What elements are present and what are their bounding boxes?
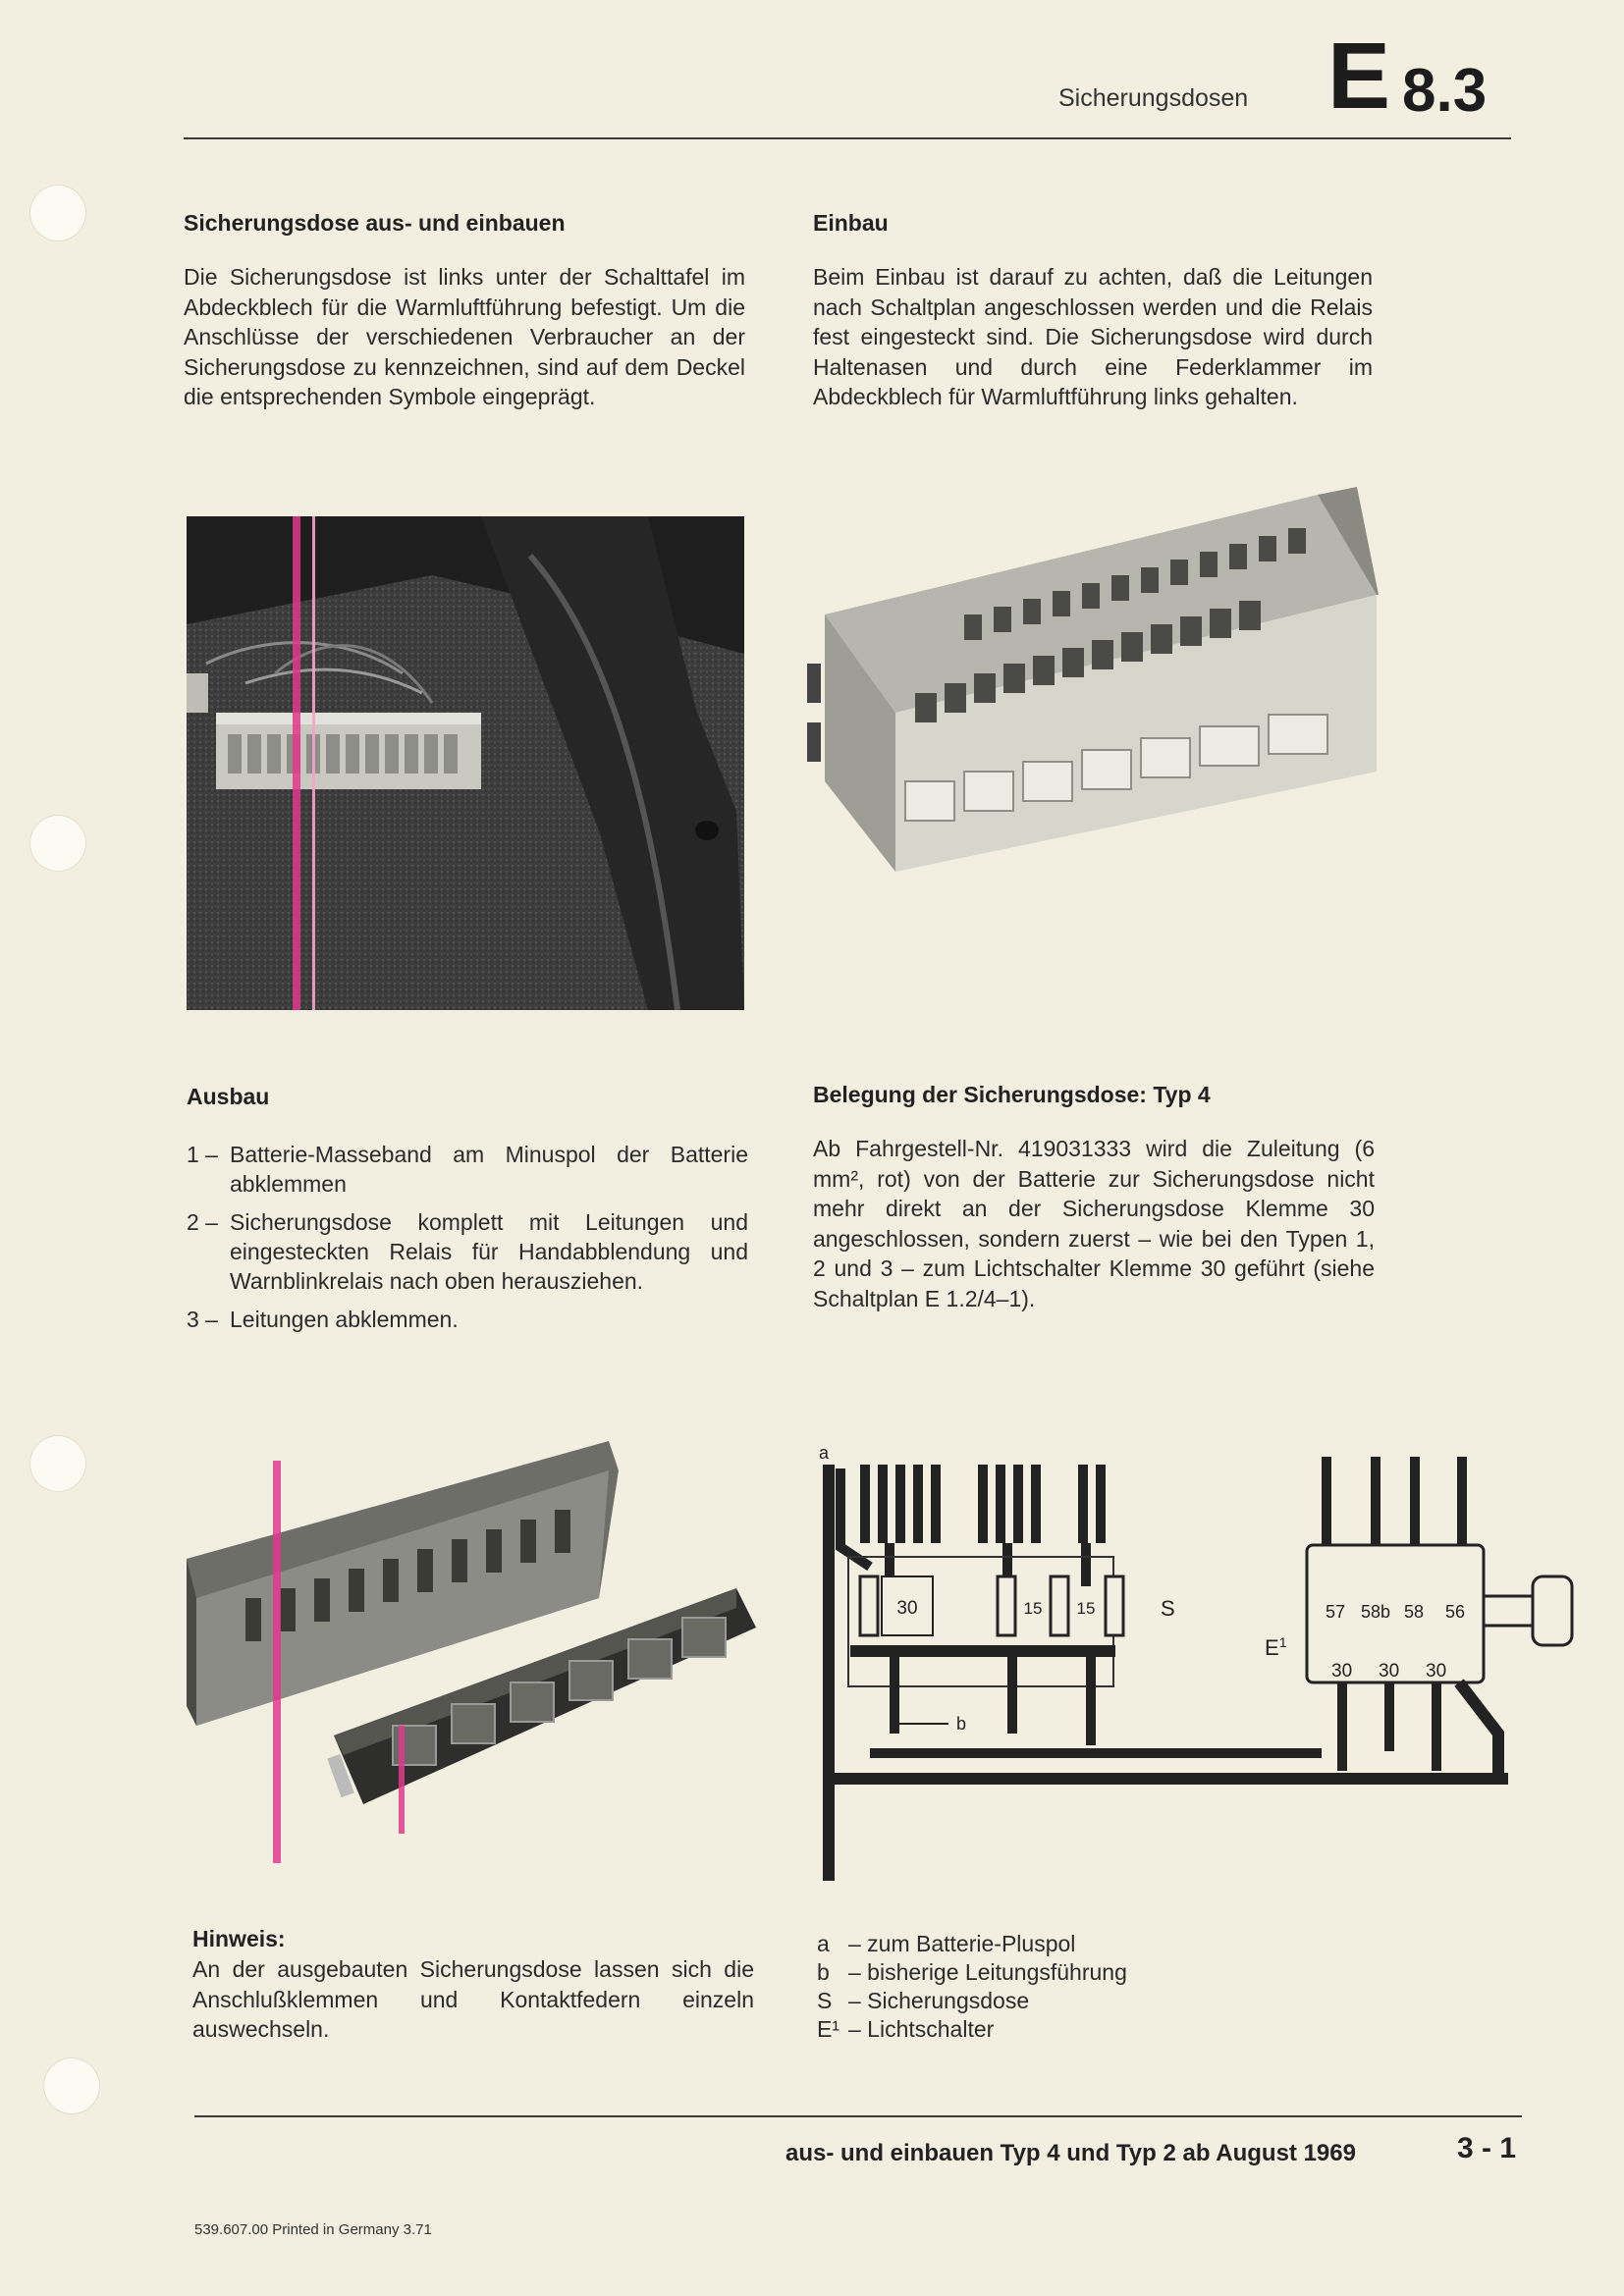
photo-fusebox-3d	[807, 487, 1379, 872]
einbau-section	[813, 210, 1373, 412]
running-header-title: Sicherungsdosen	[1058, 84, 1249, 112]
switch-terminal: 58b	[1361, 1602, 1391, 1622]
legend-item	[817, 2015, 1308, 2044]
ausbau-step	[187, 1140, 748, 1199]
diagram-legend	[817, 1930, 1308, 2044]
ausbau-heading: Ausbau	[187, 1084, 270, 1109]
legend-text: – Sicherungsdose	[848, 1988, 1030, 2013]
switch-terminal: 58	[1404, 1602, 1425, 1622]
wiring-diagram	[811, 1439, 1587, 1881]
hinweis-heading: Hinweis:	[192, 1926, 286, 1951]
step-text: Batterie-Masseband am Minuspol der Batterie abklemmen	[230, 1142, 748, 1197]
binder-hole	[29, 815, 86, 872]
left-intro-heading: Sicherungsdose aus- und einbauen	[184, 210, 566, 236]
step-number: 2 –	[187, 1209, 218, 1235]
e1-sup: 1	[1278, 1634, 1287, 1650]
legend-text: – zum Batterie-Pluspol	[848, 1931, 1076, 1956]
belegung-section	[813, 1082, 1375, 1313]
legend-text: – Lichtschalter	[848, 2016, 995, 2042]
header-rule	[184, 137, 1511, 139]
einbau-body: Beim Einbau ist darauf zu achten, daß die Leitungen nach Schaltplan angeschlossen werden und die Relais fest eingesteckt sind. Die Sicherungsdose wird durch Haltenasen und durch eine Federklammer im Abdeckblech für Warmluftführung links gehalten.	[813, 264, 1373, 409]
photo-fusebox-cover	[187, 1431, 756, 1863]
fuse-label: 15	[1076, 1599, 1096, 1618]
diagram-label-s: S	[1161, 1596, 1175, 1621]
fuse-label: 15	[1023, 1599, 1043, 1618]
step-number: 1 –	[187, 1142, 218, 1167]
legend-text: – bisherige Leitungsführung	[848, 1959, 1127, 1985]
ausbau-steps	[187, 1140, 748, 1334]
print-note: 539.607.00 Printed in Germany 3.71	[194, 2221, 432, 2238]
ausbau-step	[187, 1305, 748, 1334]
diagram-label-a: a	[819, 1443, 830, 1463]
switch-terminal: 57	[1326, 1602, 1346, 1622]
section-letter: E	[1327, 24, 1391, 129]
step-number: 3 –	[187, 1307, 218, 1332]
legend-key: E¹	[817, 2016, 839, 2042]
page-number: 3 - 1	[1457, 2132, 1517, 2164]
ausbau-section	[187, 1084, 748, 1334]
footer-title: aus- und einbauen Typ 4 und Typ 2 ab August 1969	[785, 2140, 1356, 2166]
left-intro-section	[184, 210, 745, 412]
left-intro-body: Die Sicherungsdose ist links unter der Schalttafel im Abdeckblech für die Warmluftführung befestigt. Um die Anschlüsse der verschiedenen Verbraucher an der Sicherungsdose zu kennzeichnen, sind auf dem Deckel die entsprechenden Symbole eingeprägt.	[184, 264, 745, 409]
hinweis-section	[192, 1926, 754, 2045]
legend-item	[817, 1930, 1308, 1958]
section-number: 8.3	[1402, 57, 1488, 125]
switch-terminal: 30	[1426, 1661, 1447, 1682]
binder-hole	[29, 185, 86, 241]
switch-terminal: 30	[1379, 1661, 1400, 1682]
belegung-body: Ab Fahrgestell-Nr. 419031333 wird die Zuleitung (6 mm², rot) von der Batterie zur Sicherungsdose nicht mehr direkt an der Sicherungsdose Klemme 30 angeschlossen, sondern zuerst – wie bei den Typen 1, 2 und 3 – zum Lichtschalter Klemme 30 geführt (siehe Schaltplan E 1.2/4–1).	[813, 1136, 1375, 1311]
legend-key: a	[817, 1931, 830, 1956]
e1-base: E	[1265, 1635, 1279, 1660]
belegung-heading: Belegung der Sicherungsdose: Typ 4	[813, 1082, 1211, 1107]
binder-hole	[43, 2057, 100, 2114]
step-text: Leitungen abklemmen.	[230, 1307, 459, 1332]
diagram-label-b: b	[956, 1714, 967, 1734]
binder-hole	[29, 1435, 86, 1492]
legend-item	[817, 1958, 1308, 1987]
photo-fusebox-installed	[187, 516, 744, 1010]
diagram-label-e1	[1265, 1634, 1287, 1660]
footer-rule	[194, 2115, 1522, 2117]
legend-item	[817, 1987, 1308, 2015]
step-text: Sicherungsdose komplett mit Leitungen und eingesteckten Relais für Handabblendung und Warnblinkrelais nach oben herausziehen.	[230, 1209, 748, 1294]
switch-terminal: 56	[1445, 1602, 1466, 1622]
einbau-heading: Einbau	[813, 210, 889, 236]
legend-key: S	[817, 1988, 833, 2013]
switch-terminal: 30	[1331, 1661, 1353, 1682]
hinweis-body: An der ausgebauten Sicherungsdose lassen sich die Anschlußklemmen und Kontaktfedern einzeln auswechseln.	[192, 1956, 754, 2042]
legend-key: b	[817, 1959, 830, 1985]
fuse-label: 30	[896, 1598, 918, 1619]
ausbau-step	[187, 1207, 748, 1296]
